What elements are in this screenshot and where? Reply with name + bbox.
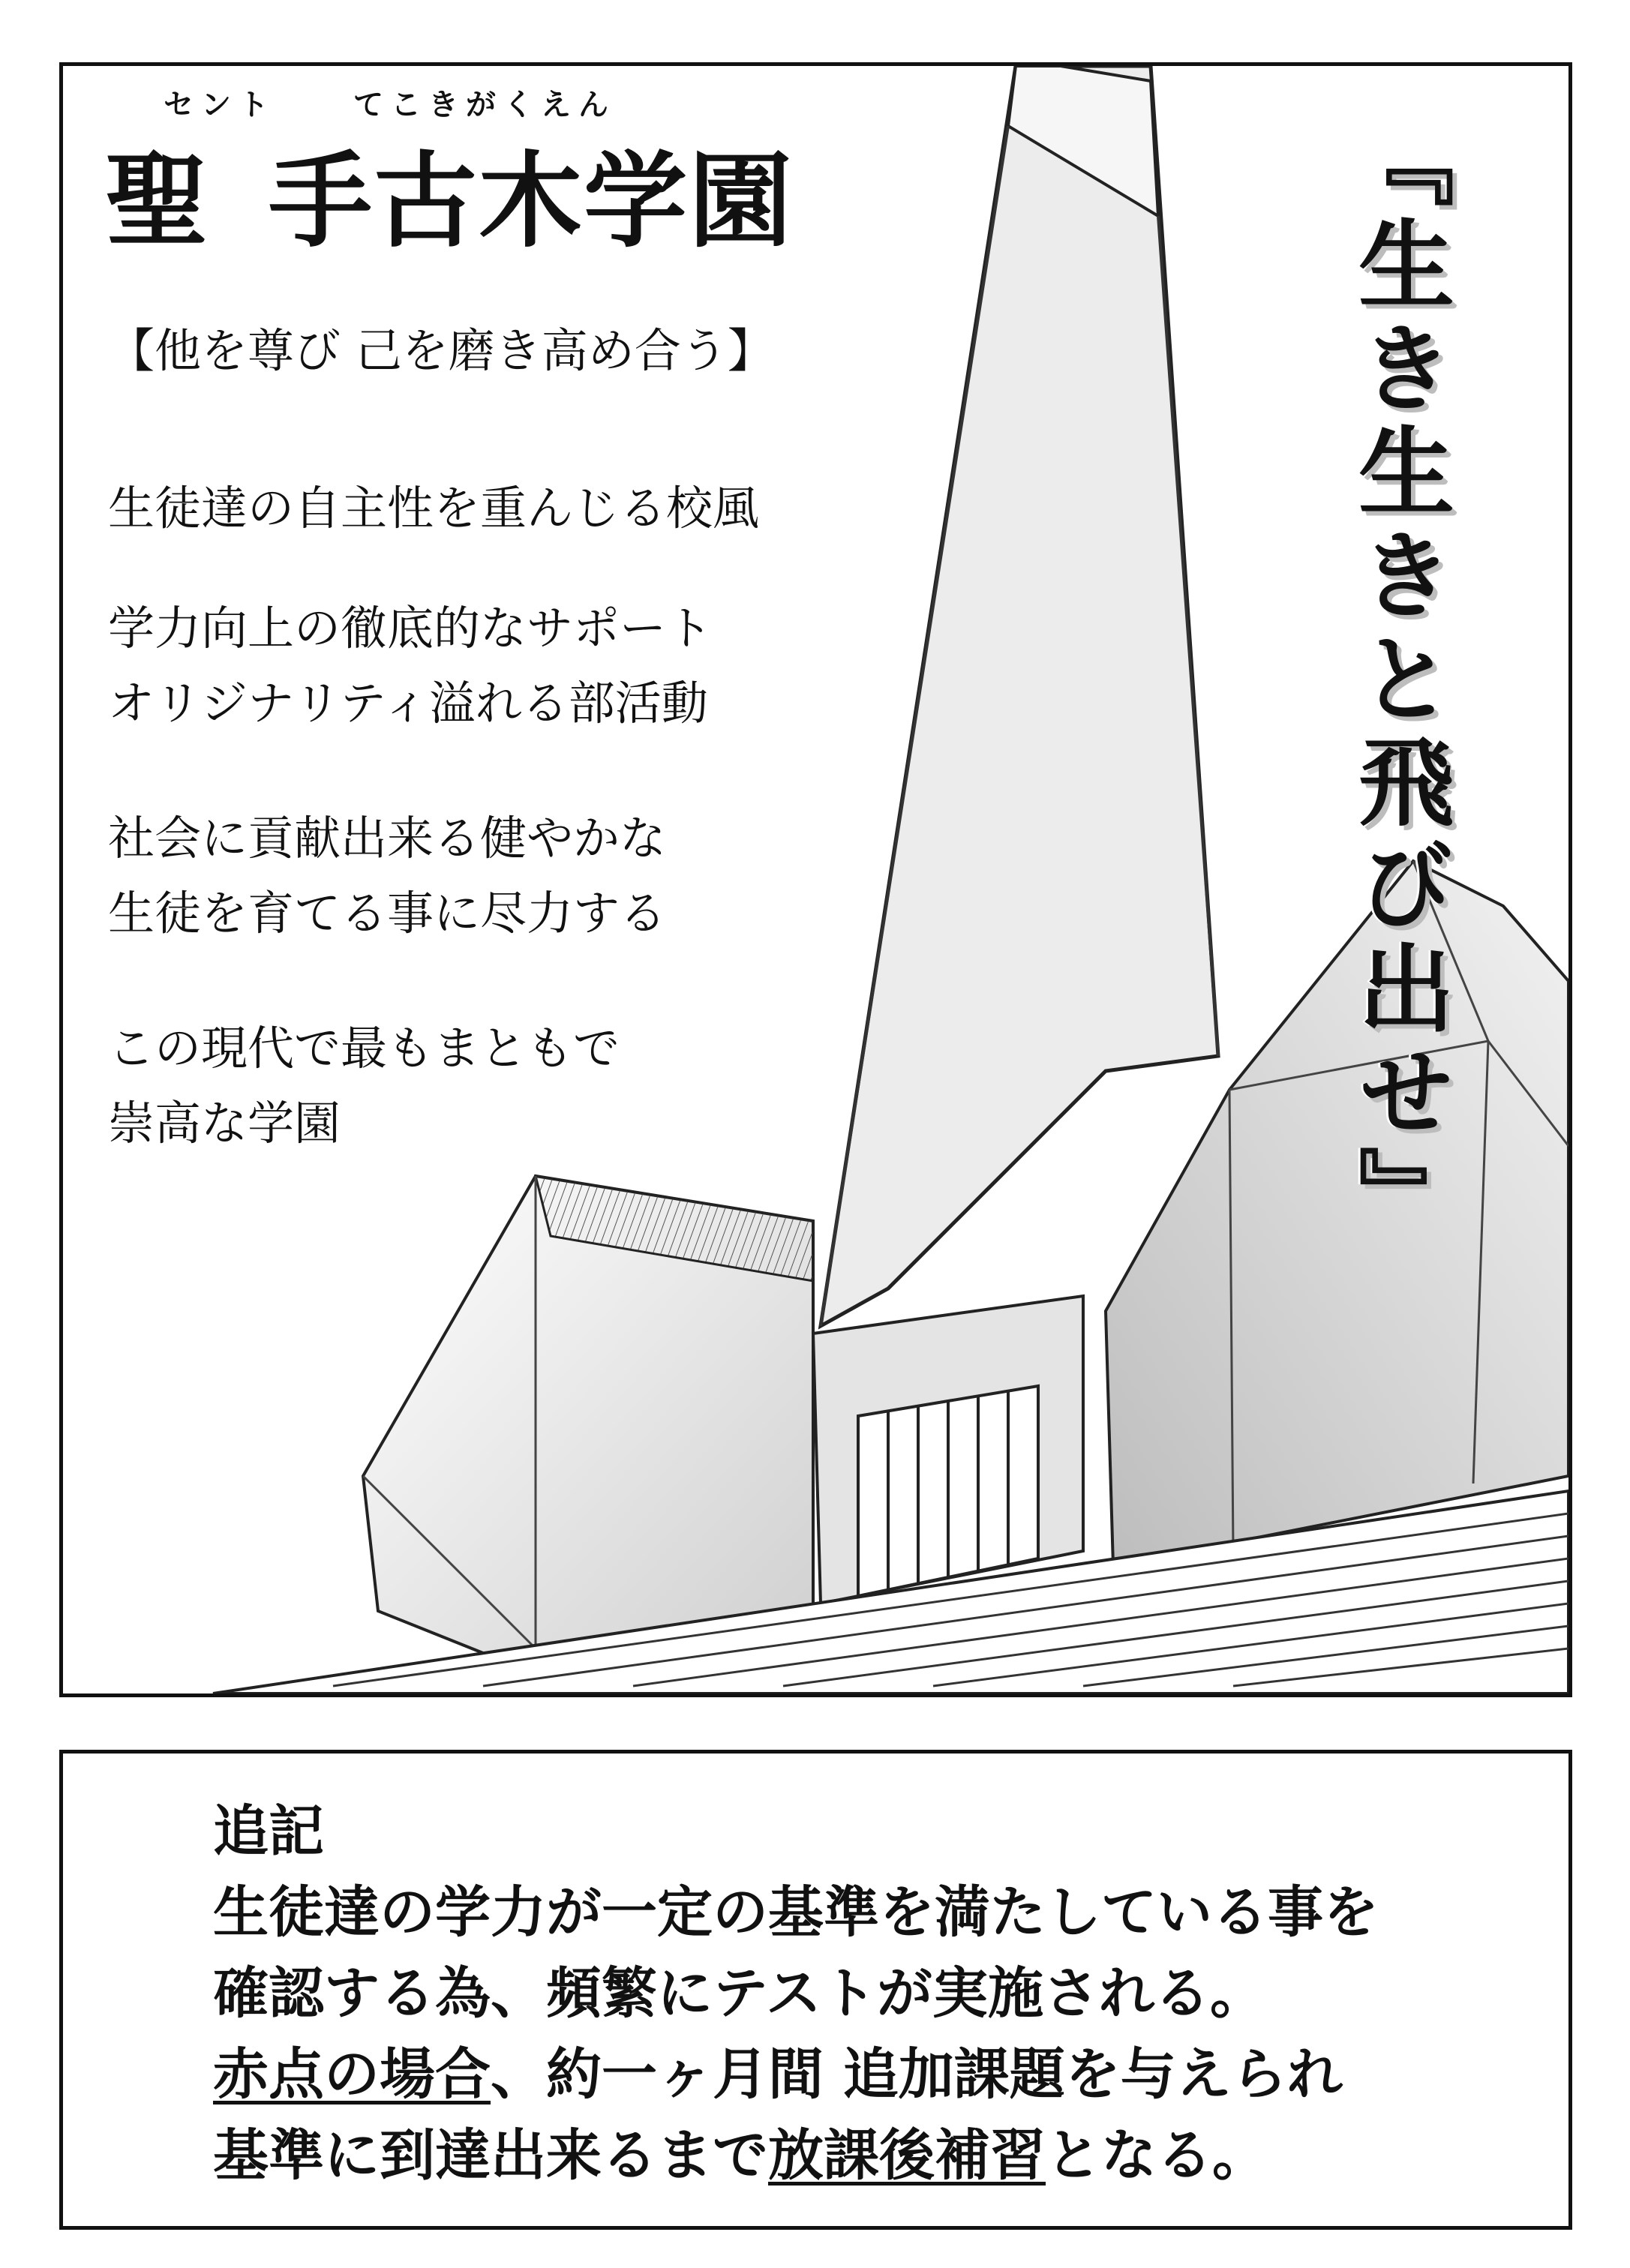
top-panel: [59, 62, 1572, 1697]
underlined-after-school-lessons: 放課後補習: [768, 2123, 1046, 2188]
bottom-panel: [59, 1750, 1572, 2230]
paragraph-line: 社会に貢献出来る健やかな: [108, 811, 667, 866]
note-line-4-start: 基準に到達出来るまで: [213, 2123, 768, 2188]
note-line-2: 確認する為、頻繁にテストが実施される。: [213, 1961, 1266, 2026]
paragraph-4: [108, 1011, 620, 1161]
school-motto: 【他を尊び 己を磨き高め合う】: [108, 323, 774, 378]
paragraph-line: 崇高な学園: [108, 1096, 341, 1150]
paragraph-1: [108, 471, 759, 546]
note-line-4: [213, 2115, 1379, 2196]
paragraph-line: この現代で最もまともで: [108, 1021, 620, 1076]
note-line-1: 生徒達の学力が一定の基準を満たしている事を: [213, 1880, 1379, 1945]
school-title: [105, 118, 794, 267]
paragraph-line: 生徒達の自主性を重んじる校風: [108, 481, 760, 536]
vertical-slogan: 『生き生きと飛び出せ』: [1342, 111, 1454, 1250]
note-heading: 追記: [213, 1799, 324, 1864]
paragraph-line: オリジナリティ溢れる部活動: [108, 676, 708, 730]
title-sei: 聖: [105, 141, 211, 262]
slogan-container: [1331, 111, 1466, 1250]
paragraph-line: 生徒を育てる事に尽力する: [108, 886, 667, 940]
paragraph-line: 学力向上の徹底的なサポート: [108, 601, 713, 656]
note-line-4-end: となる。: [1046, 2123, 1268, 2188]
paragraph-3: [108, 801, 666, 951]
note-line-3: [213, 2034, 1379, 2115]
postscript-note: [213, 1791, 1379, 2196]
note-line-3-rest: 、約一ヶ月間 追加課題を与えられ: [491, 2042, 1343, 2107]
underlined-failing-grade: 赤点の場合: [213, 2042, 491, 2107]
title-school-name: 手古木学園: [269, 141, 794, 262]
ruby-sei: セント: [164, 88, 276, 122]
ruby-school-name: てこきがくえん: [353, 88, 616, 122]
paragraph-2: [108, 591, 713, 741]
